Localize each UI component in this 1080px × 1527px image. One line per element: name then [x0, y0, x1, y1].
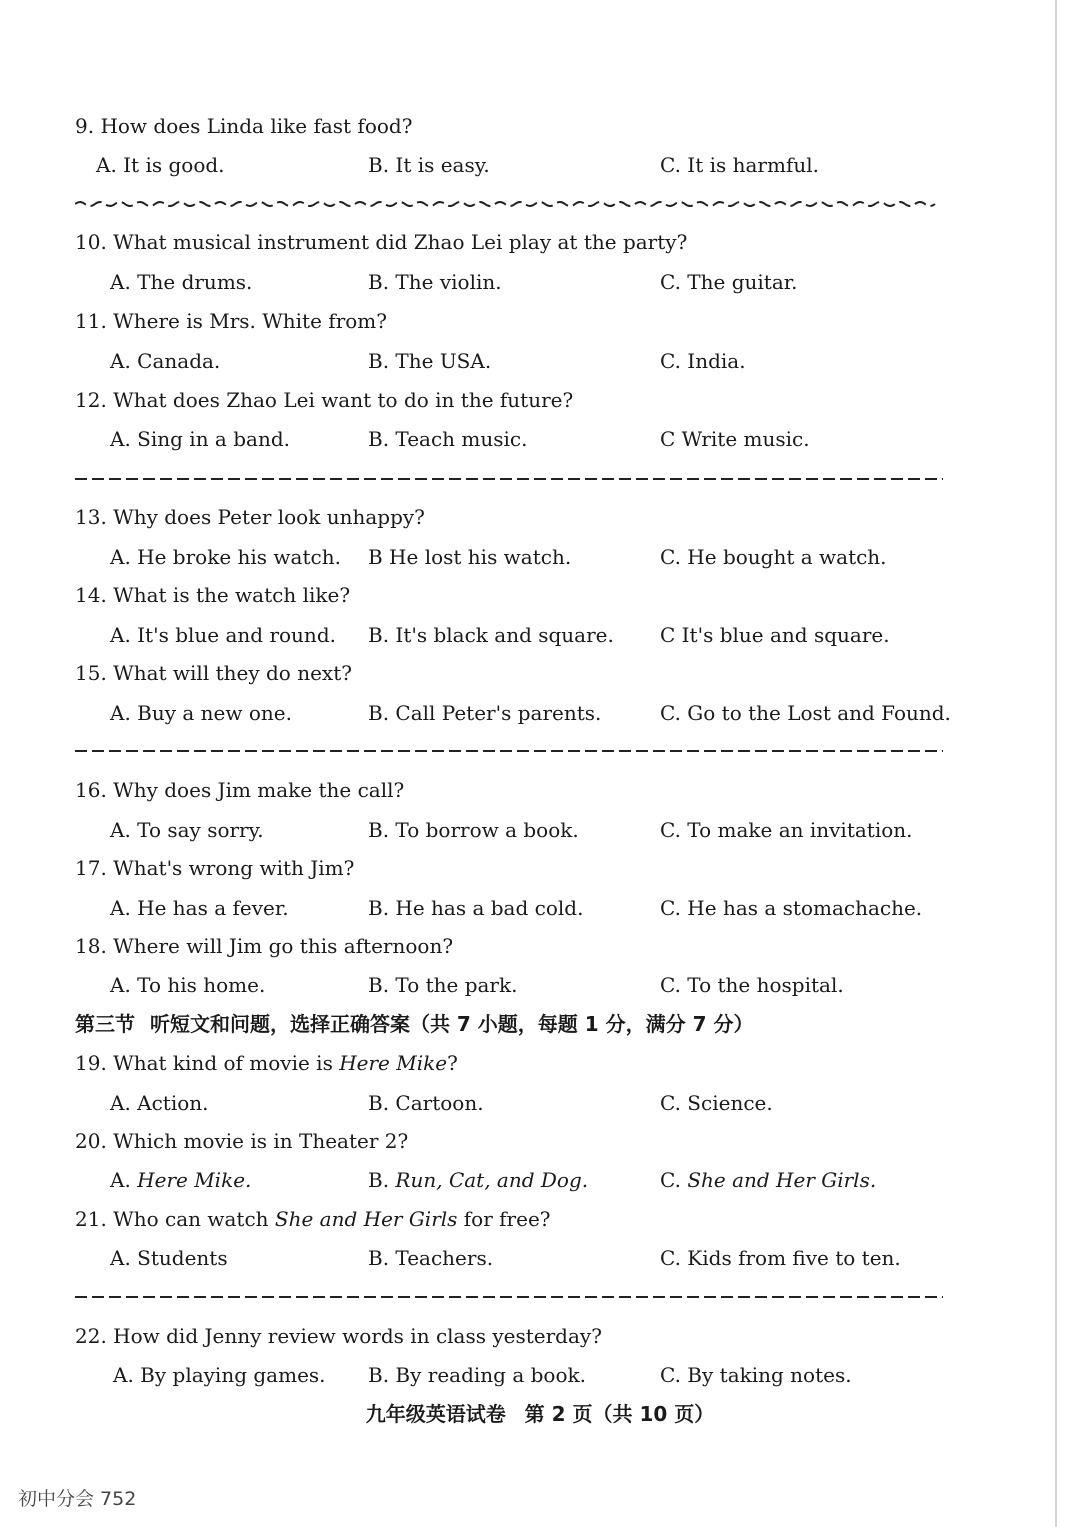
question-prompt: 17. What's wrong with Jim?: [75, 856, 355, 880]
option-c: C. India.: [660, 349, 746, 373]
question-prompt: 14. What is the watch like?: [75, 583, 351, 607]
option-c: [660, 1166, 876, 1194]
option-b: B. The violin.: [368, 270, 502, 294]
option-b: B. To borrow a book.: [368, 818, 579, 842]
question-prompt: 9. How does Linda like fast food?: [75, 114, 413, 138]
movie-title: She and Her Girls.: [687, 1168, 877, 1192]
option-b: B He lost his watch.: [368, 545, 572, 569]
question-prompt: 20. Which movie is in Theater 2?: [75, 1129, 409, 1153]
option-a: A. Students: [110, 1246, 228, 1270]
movie-title: She and Her Girls: [274, 1207, 458, 1231]
question-14: [0, 581, 1080, 620]
question-prompt: 18. Where will Jim go this afternoon?: [75, 934, 454, 958]
option-b: B. Teach music.: [368, 427, 528, 451]
option-c: C. The guitar.: [660, 270, 798, 294]
question-22-options: [0, 1361, 1080, 1400]
question-15: [0, 659, 1080, 698]
question-17-options: [0, 894, 1080, 933]
option-c: C. He bought a watch.: [660, 545, 887, 569]
question-21: [0, 1205, 1080, 1244]
option-a: A. Action.: [110, 1091, 209, 1115]
option-c: C. To the hospital.: [660, 973, 844, 997]
option-a: A. Buy a new one.: [110, 701, 292, 725]
section-divider: [75, 474, 943, 484]
exam-subject: 九年级英语试卷: [365, 1402, 506, 1426]
option-a: [110, 1166, 251, 1194]
question-prompt: 11. Where is Mrs. White from?: [75, 309, 387, 333]
question-12: [0, 386, 1080, 425]
option-c: C. It is harmful.: [660, 153, 819, 177]
question-prompt: 10. What musical instrument did Zhao Lei play at the party?: [75, 230, 688, 254]
option-c: C. Science.: [660, 1091, 773, 1115]
question-20: [0, 1127, 1080, 1166]
question-13-options: [0, 543, 1080, 582]
movie-title: Here Mike: [339, 1051, 448, 1075]
section-3-heading: [75, 1010, 754, 1038]
option-b: B. The USA.: [368, 349, 492, 373]
option-c: C. By taking notes.: [660, 1363, 852, 1387]
option-c: C. Kids from five to ten.: [660, 1246, 901, 1270]
question-prompt: [75, 1205, 551, 1233]
option-b: B. He has a bad cold.: [368, 896, 584, 920]
question-prompt: 16. Why does Jim make the call?: [75, 778, 405, 802]
section-title: 第三节: [75, 1012, 135, 1036]
option-a: A. To his home.: [110, 973, 266, 997]
prompt-end: ?: [447, 1051, 458, 1075]
option-b: B. Call Peter's parents.: [368, 701, 602, 725]
question-11-options: [0, 347, 1080, 386]
option-c: C Write music.: [660, 427, 810, 451]
option-c: C It's blue and square.: [660, 623, 890, 647]
question-18: [0, 932, 1080, 971]
option-a: A. To say sorry.: [110, 818, 264, 842]
option-b: [368, 1166, 588, 1194]
question-15-options: [0, 699, 1080, 738]
section-divider: [75, 199, 943, 209]
prompt-text: 19. What kind of movie is: [75, 1051, 340, 1075]
question-17: [0, 854, 1080, 893]
question-16: [0, 776, 1080, 815]
option-a: A. Canada.: [110, 349, 221, 373]
option-a: A. He has a fever.: [110, 896, 289, 920]
movie-title: Here Mike.: [137, 1168, 252, 1192]
option-a: A. The drums.: [110, 270, 253, 294]
question-14-options: [0, 621, 1080, 660]
option-c: C. Go to the Lost and Found.: [660, 701, 951, 725]
option-a: A. It is good.: [96, 153, 225, 177]
question-9: [0, 112, 1080, 151]
question-prompt: 15. What will they do next?: [75, 661, 352, 685]
question-22: [0, 1322, 1080, 1361]
section-instructions: 听短文和问题，选择正确答案（共 7 小题，每题 1 分，满分 7 分）: [149, 1012, 754, 1036]
question-prompt: 12. What does Zhao Lei want to do in the future?: [75, 388, 574, 412]
question-9-options: [0, 151, 1080, 190]
question-prompt: 13. Why does Peter look unhappy?: [75, 505, 425, 529]
option-a: A. By playing games.: [113, 1363, 326, 1387]
option-b: B. It's black and square.: [368, 623, 614, 647]
question-16-options: [0, 816, 1080, 855]
option-b: B. By reading a book.: [368, 1363, 586, 1387]
question-10-options: [0, 268, 1080, 307]
option-a: A. He broke his watch.: [110, 545, 341, 569]
prompt-end: for free?: [457, 1207, 551, 1231]
option-letter: B.: [368, 1168, 396, 1192]
question-10: [0, 228, 1080, 267]
section-divider: [75, 746, 943, 756]
option-b: B. To the park.: [368, 973, 518, 997]
question-20-options: [0, 1166, 1080, 1205]
option-b: B. Teachers.: [368, 1246, 494, 1270]
question-19: [0, 1049, 1080, 1088]
option-a: A. Sing in a band.: [110, 427, 290, 451]
question-13: [0, 503, 1080, 542]
question-11: [0, 307, 1080, 346]
option-c: C. To make an invitation.: [660, 818, 913, 842]
page-footer: [0, 1400, 1080, 1428]
option-letter: A.: [110, 1168, 138, 1192]
option-c: C. He has a stomachache.: [660, 896, 923, 920]
prompt-text: 21. Who can watch: [75, 1207, 275, 1231]
watermark-text: 初中分会 752: [18, 1488, 137, 1510]
option-b: B. It is easy.: [368, 153, 490, 177]
option-a: A. It's blue and round.: [110, 623, 336, 647]
page-number: 第 2 页（共 10 页）: [524, 1402, 715, 1426]
question-prompt: [75, 1049, 458, 1077]
question-12-options: [0, 425, 1080, 464]
option-letter: C.: [660, 1168, 688, 1192]
question-21-options: [0, 1244, 1080, 1283]
question-18-options: [0, 971, 1080, 1010]
movie-title: Run, Cat, and Dog.: [395, 1168, 589, 1192]
option-b: B. Cartoon.: [368, 1091, 484, 1115]
section-divider: [75, 1292, 943, 1302]
question-prompt: 22. How did Jenny review words in class yesterday?: [75, 1324, 602, 1348]
question-19-options: [0, 1089, 1080, 1128]
